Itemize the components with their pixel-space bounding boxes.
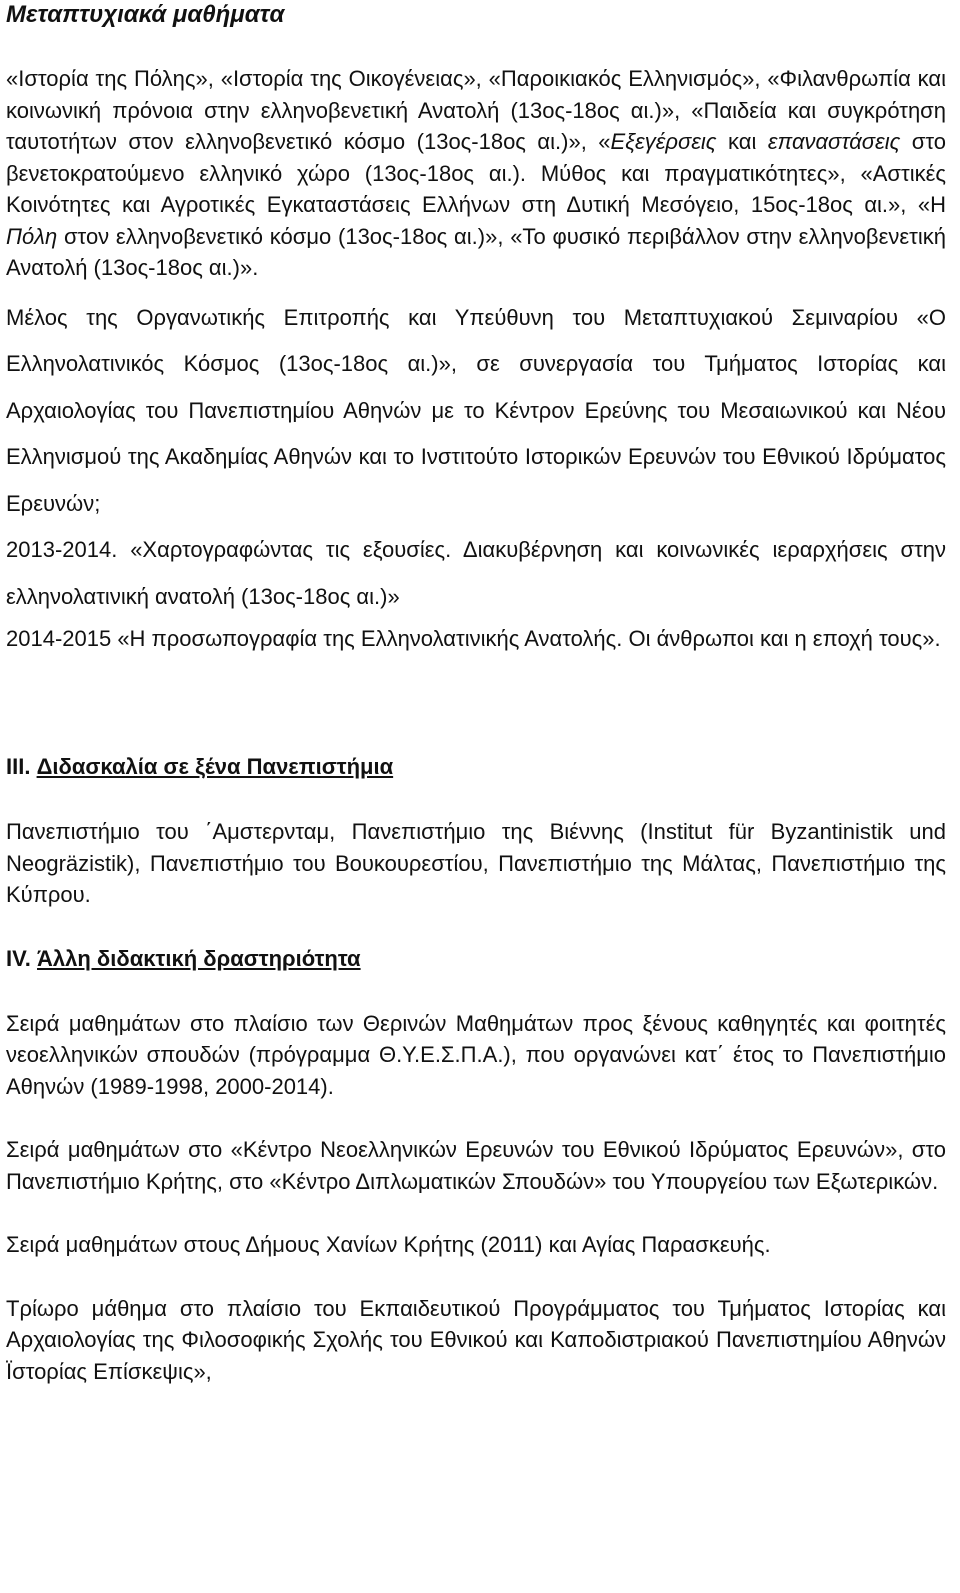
paragraph-2013-2014: 2013-2014. «Χαρτογραφώντας τις εξουσίες. Διακυβέρνηση και κοινωνικές ιεραρχήσεις στην ελληνολατινική ανατολή (13ος-18ος αι.)» (6, 537, 946, 609)
section-number: III. (6, 754, 31, 779)
text-span: και (716, 129, 768, 154)
text-span: στον ελληνοβενετικό κόσμο (13ος-18ος αι.)», «Το φυσικό περιβάλλον στην ελληνοβενετική Ανατολή (13ος-18ος αι.)». (6, 223, 946, 280)
section-number: IV. (6, 945, 31, 971)
paragraph-seminar-member: Μέλος της Οργανωτικής Επιτροπής και Υπεύθυνη του Μεταπτυχιακού Σεμιναρίου «Ο Ελληνολατινικός Κόσμος (13ος-18ος αι.)», σε συνεργασία του Τμήματος Ιστορίας και Αρχαιολογίας του Πανεπιστημίου Αθηνών με το Κέντρον Ερεύνης του Μεσαιωνικού και Νέου Ελληνισμού της Ακαδημίας Αθηνών και το Ινστιτούτο Ιστορικών Ερευνών του Εθνικού Ιδρύματος Ερευνών; (6, 304, 946, 516)
paragraph-course-series-municipalities: Σειρά μαθημάτων στους Δήμους Χανίων Κρήτης (2011) και Αγίας Παρασκευής. (6, 1232, 771, 1257)
paragraph-three-hour-lesson: Τρίωρο μάθημα στο πλαίσιο του Εκπαιδευτικού Προγράμματος του Τμήματος Ιστορίας και Αρχαιολογίας της Φιλοσοφικής Σχολής του Εθνικού και Καποδιστριακού Πανεπιστημίου Αθηνών Ϊστορίας Επίσκεψις», (6, 1295, 946, 1384)
paragraph-2014-2015: 2014-2015 «Η προσωπογραφία της Ελληνολατινικής Ανατολής. Οι άνθρωποι και η εποχή τους». (6, 626, 941, 651)
section-title: Διδασκαλία σε ξένα Πανεπιστήμια (36, 754, 394, 779)
section-title: Άλλη διδακτική δραστηριότητα (37, 945, 361, 971)
text-span: «Ιστορία της Πόλης», «Ιστορία της Οικογένειας», «Παροικιακός Ελληνισμός», «Φιλανθρωπία και κοινωνική πρόνοια στην ελληνοβενετική Ανατολή (13ος-18ος αι.)», «Παιδεία και συγκρότηση ταυτοτήτων στον ελληνοβενετικό κόσμο (13ος-18ος αι.)», « (6, 66, 946, 154)
italic-span: επαναστάσεις (767, 129, 901, 154)
section-heading-teaching-abroad (6, 752, 946, 782)
paragraph-foreign-universities: Πανεπιστήμιο του ΄Αμστερνταμ, Πανεπιστήμιο της Βιέννης (Institut für Byzantinistik und Neogräzistik), Πανεπιστήμιο του Βουκουρεστίου, Πανεπιστήμιο της Μάλτας, Πανεπιστήμιο της Κύπρου. (6, 819, 946, 907)
paragraph-postgraduate-topics (6, 63, 946, 284)
heading-postgraduate-courses: Μεταπτυχιακά μαθήματα (6, 1, 285, 28)
paragraph-course-series-centers: Σειρά μαθημάτων στο «Κέντρο Νεοελληνικών Ερευνών του Εθνικού Ιδρύματος Ερευνών», στο Πανεπιστήμιο Κρήτης, στο «Κέντρο Διπλωματικών Σπουδών» του Υπουργείου των Εξωτερικών. (6, 1137, 946, 1194)
paragraph-summer-courses: Σειρά μαθημάτων στο πλαίσιο των Θερινών Μαθημάτων προς ξένους καθηγητές και φοιτητές νεοελληνικών σπουδών (πρόγραμμα Θ.Υ.Ε.Σ.Π.Α.), που οργανώνει κατ΄ έτος το Πανεπιστήμιο Αθηνών (1989-1998, 2000-2014). (6, 1010, 946, 1099)
section-heading-other-teaching (6, 944, 946, 974)
italic-span: Εξεγέρσεις (610, 129, 717, 154)
text-span: στο βενετοκρατούμενο ελληνικό χώρο (13ος-18ος αι.). Μύθος και πραγματικότητες», «Αστικές Κοινότητες και Αγροτικές Εγκαταστάσεις Ελλήνων στη Δυτική Μεσόγειο, 15ος-18ος αι.», «Η (6, 129, 947, 217)
italic-span: Πόλη (6, 223, 58, 249)
